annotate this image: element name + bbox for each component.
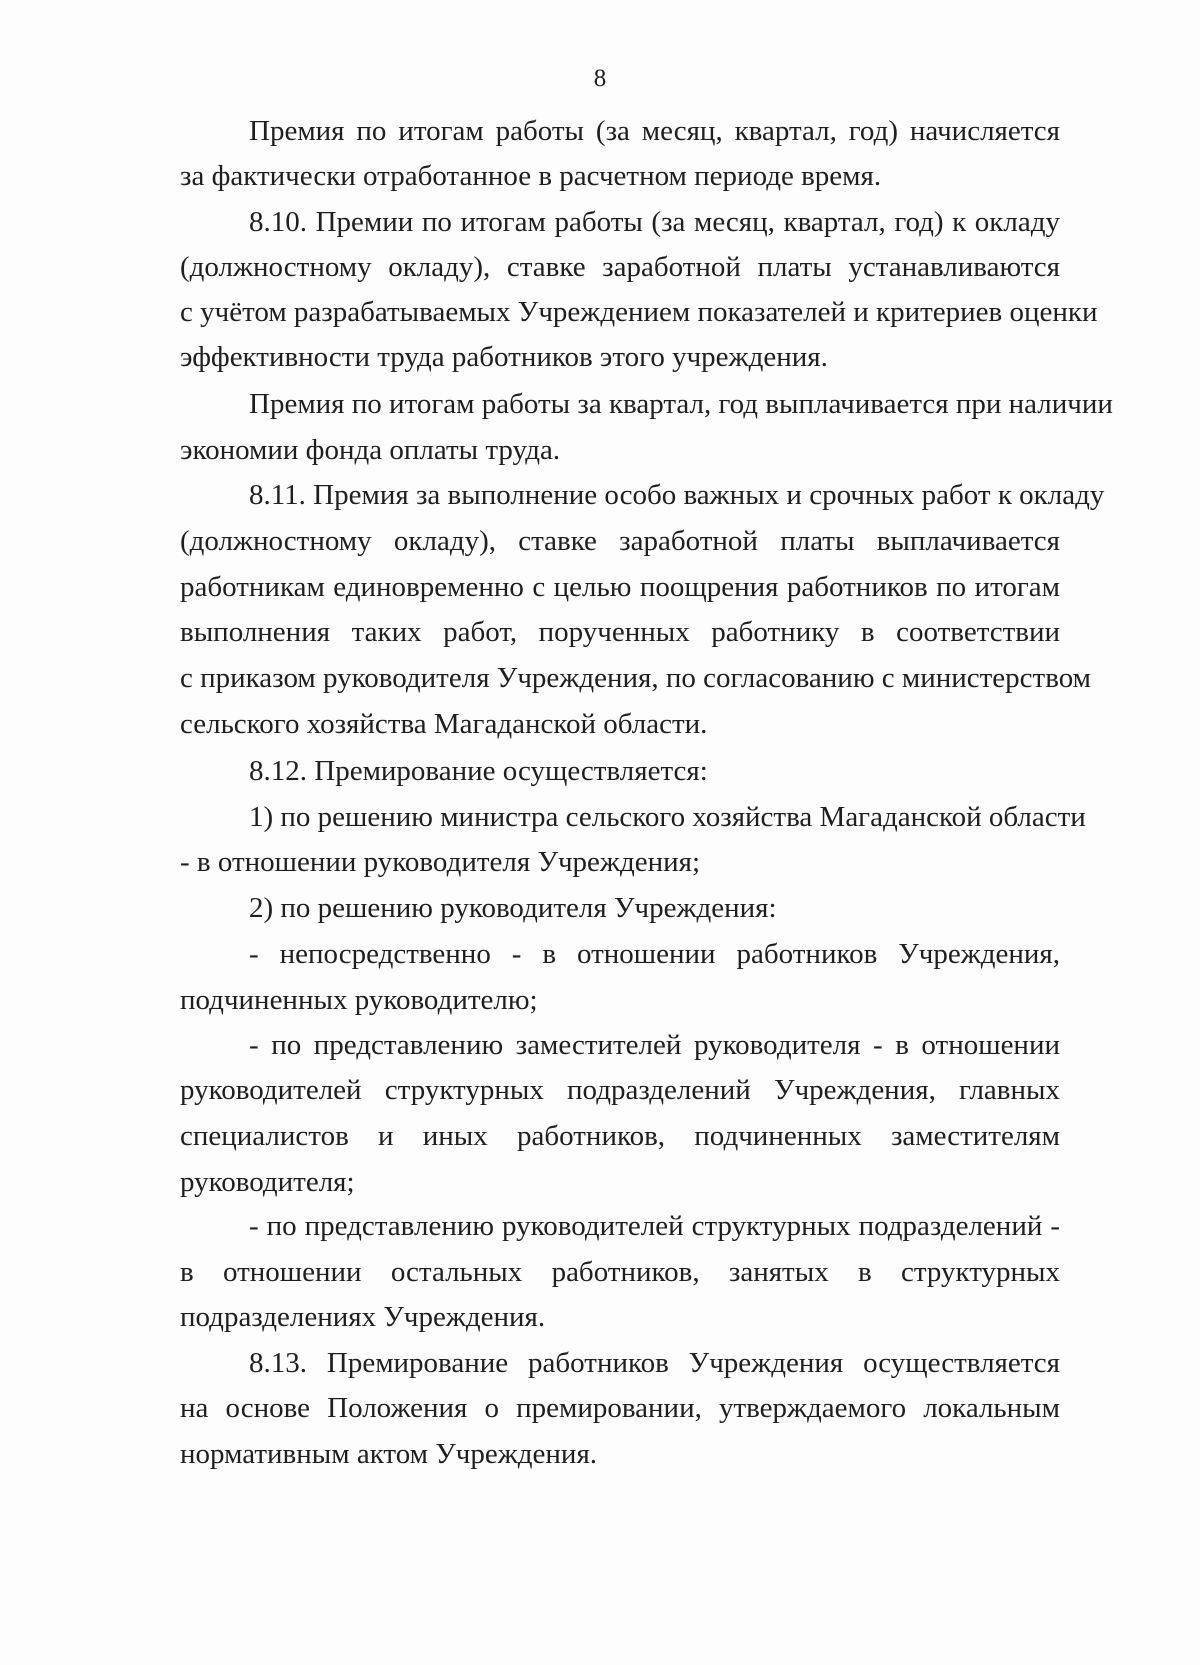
paragraph-line: Премия по итогам работы (за месяц, квартал, год) начисляется xyxy=(249,115,1060,147)
paragraph-line: с приказом руководителя Учреждения, по согласованию с министерством xyxy=(180,662,1092,694)
paragraph-line: - по представлению заместителей руководителя - в отношении xyxy=(249,1029,1060,1061)
page-number: 8 xyxy=(593,65,607,92)
paragraph-line: с учётом разрабатываемых Учреждением показателей и критериев оценки xyxy=(180,296,1098,328)
paragraph-line: (должностному окладу), ставке заработной платы выплачивается xyxy=(180,525,1060,557)
paragraph-line: нормативным актом Учреждения. xyxy=(180,1438,598,1470)
paragraph-line: специалистов и иных работников, подчиненных заместителям xyxy=(180,1120,1060,1152)
paragraph-line: выполнения таких работ, порученных работнику в соответствии xyxy=(180,616,1060,648)
paragraph-line: 1) по решению министра сельского хозяйства Магаданской области xyxy=(249,801,1086,833)
paragraph-line: подчиненных руководителю; xyxy=(180,984,538,1016)
paragraph-line: (должностному окладу), ставке заработной платы устанавливаются xyxy=(180,251,1060,283)
paragraph-line: - непосредственно - в отношении работников Учреждения, xyxy=(249,938,1060,970)
paragraph-line: - по представлению руководителей структурных подразделений - xyxy=(249,1210,1060,1242)
paragraph-line: за фактически отработанное в расчетном периоде время. xyxy=(180,160,882,192)
paragraph-line: подразделениях Учреждения. xyxy=(180,1301,546,1333)
paragraph-line: работникам единовременно с целью поощрения работников по итогам xyxy=(180,571,1060,603)
paragraph-line: сельского хозяйства Магаданской области. xyxy=(180,708,708,740)
paragraph-line: руководителей структурных подразделений Учреждения, главных xyxy=(180,1074,1060,1106)
paragraph-line: в отношении остальных работников, занятых в структурных xyxy=(180,1256,1060,1288)
paragraph-line: руководителя; xyxy=(180,1166,355,1198)
paragraph-line: 8.13. Премирование работников Учреждения осуществляется xyxy=(249,1347,1060,1379)
paragraph-line: Премия по итогам работы за квартал, год выплачивается при наличии xyxy=(249,388,1113,420)
paragraph-line: экономии фонда оплаты труда. xyxy=(180,434,561,466)
paragraph-line: на основе Положения о премировании, утверждаемого локальным xyxy=(180,1392,1060,1424)
paragraph-line: - в отношении руководителя Учреждения; xyxy=(180,846,701,878)
paragraph-line: 8.10. Премии по итогам работы (за месяц, квартал, год) к окладу xyxy=(249,206,1060,238)
paragraph-line: 2) по решению руководителя Учреждения: xyxy=(249,892,777,924)
paragraph-line: 8.11. Премия за выполнение особо важных и срочных работ к окладу xyxy=(249,479,1105,511)
paragraph-line: 8.12. Премирование осуществляется: xyxy=(249,755,708,787)
paragraph-line: эффективности труда работников этого учреждения. xyxy=(180,341,828,373)
